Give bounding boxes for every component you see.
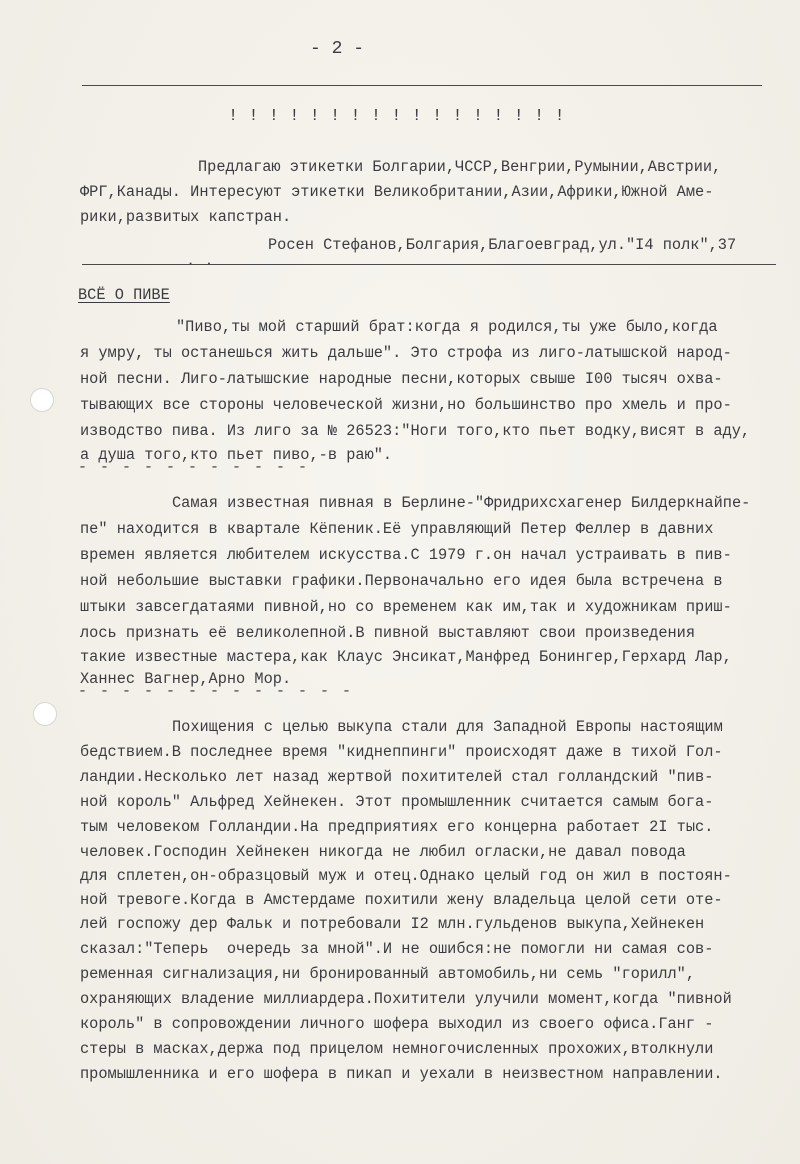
text-line: Самая известная пивная в Берлине-"Фридрихсхагенер Билдеркнайпе- (172, 494, 751, 512)
text-line: для сплетен,он-образцовый муж и отец.Однако целый год он жил в постоян- (80, 867, 732, 885)
dash-separator: - - - - - - - - - - - (78, 459, 310, 476)
text-line: "Пиво,ты мой старший брат:когда я родился,ты уже было,когда (176, 318, 718, 336)
text-line: ландии.Несколько лет назад жертвой похитителей стал голландский "пив- (80, 768, 714, 786)
text-line: пе" находится в квартале Кёпеник.Её управляющий Петер Феллер в давних (80, 520, 714, 538)
text-line: человек.Господин Хейнекен никогда не любил огласки,не давал повода (80, 843, 686, 861)
punch-hole (33, 702, 57, 726)
text-line: ной тревоге.Когда в Амстердаме похитили жену владельца целой сети оте- (80, 891, 723, 909)
text-line: Похищения с целью выкупа стали для Западной Европы настоящим (172, 718, 723, 736)
text-line: лей госпожу дер Фальк и потребовали I2 млн.гульденов выкупа,Хейнекен (80, 915, 705, 933)
text-line: тым человеком Голландии.На предприятиях его концерна работает 2I тыс. (80, 818, 714, 836)
text-line: ременная сигнализация,ни бронированный автомобиль,ни семь "горилл", (80, 965, 696, 983)
page-number: - 2 - (310, 39, 365, 59)
ad-signature: Росен Стефанов,Болгария,Благоевград,ул."I4 полк",37 (268, 236, 737, 254)
text-line: я умру, ты останешься жить дальше". Это строфа из лиго-латышской народ- (80, 344, 732, 362)
dash-separator: - - - - - - - - - - - - - (78, 683, 354, 700)
ad-line: ФРГ,Канады. Интересуют этикетки Великобритании,Азии,Африки,Южной Аме- (80, 183, 714, 201)
exclamation-row: ! ! ! ! ! ! ! ! ! ! ! ! ! ! ! ! ! (228, 107, 565, 126)
text-line: бедствием.В последнее время "киднеппинги" происходят даже в тихой Гол- (80, 743, 723, 761)
text-line: промышленника и его шофера в пикап и уехали в неизвестном направлении. (80, 1065, 723, 1083)
ad-line: рики,развитых капстран. (80, 208, 292, 226)
text-line: ной песни. Лиго-латышские народные песни,которых свыше I00 тысяч охва- (80, 370, 723, 388)
text-line: охраняющих владение миллиардера.Похитители улучили момент,когда "пивной (80, 990, 732, 1008)
text-line: ной небольшие выставки графики.Первоначально его идея была встречена в (80, 572, 723, 590)
text-line: тывающих все стороны человеческой жизни,но большинство про хмель и про- (80, 396, 732, 414)
text-line: король" в сопровождении личного шофера выходил из своего офиса.Ганг - (80, 1015, 714, 1033)
text-line: сказал:"Теперь очередь за мной".И не ошибся:не помогли ни самая сов- (80, 940, 714, 958)
text-line: изводство пива. Из лиго за № 26523:"Ноги того,кто пьет водку,висят в аду, (80, 422, 751, 440)
section-rule (82, 264, 776, 265)
ad-line: Предлагаю этикетки Болгарии,ЧССР,Венгрии,Румынии,Австрии, (198, 158, 722, 176)
text-line: стеры в масках,держа под прицелом немногочисленных прохожих,втолкнули (80, 1040, 714, 1058)
text-line: такие известные мастера,как Клаус Энсикат,Манфред Бонингер,Герхард Лар, (80, 648, 732, 666)
text-line: лось признать её великолепной.В пивной выставляют свои произведения (80, 624, 696, 642)
punch-hole (30, 388, 54, 412)
text-line: времен является любителем искусства.С 1979 г.он начал устраивать в пив- (80, 546, 732, 564)
ad-dots: . . (186, 252, 214, 270)
text-line: штыки завсегдатаями пивной,но со временем как им,так и художникам приш- (80, 598, 732, 616)
text-line: а душа того,кто пьет пиво,-в раю". (80, 446, 393, 464)
text-line: Ханнес Вагнер,Арно Мор. (80, 670, 292, 688)
section-title: ВСЁ О ПИВЕ (78, 286, 170, 304)
text-line: ной король" Альфред Хейнекен. Этот промышленник считается самым бога- (80, 793, 714, 811)
top-rule (82, 85, 762, 86)
